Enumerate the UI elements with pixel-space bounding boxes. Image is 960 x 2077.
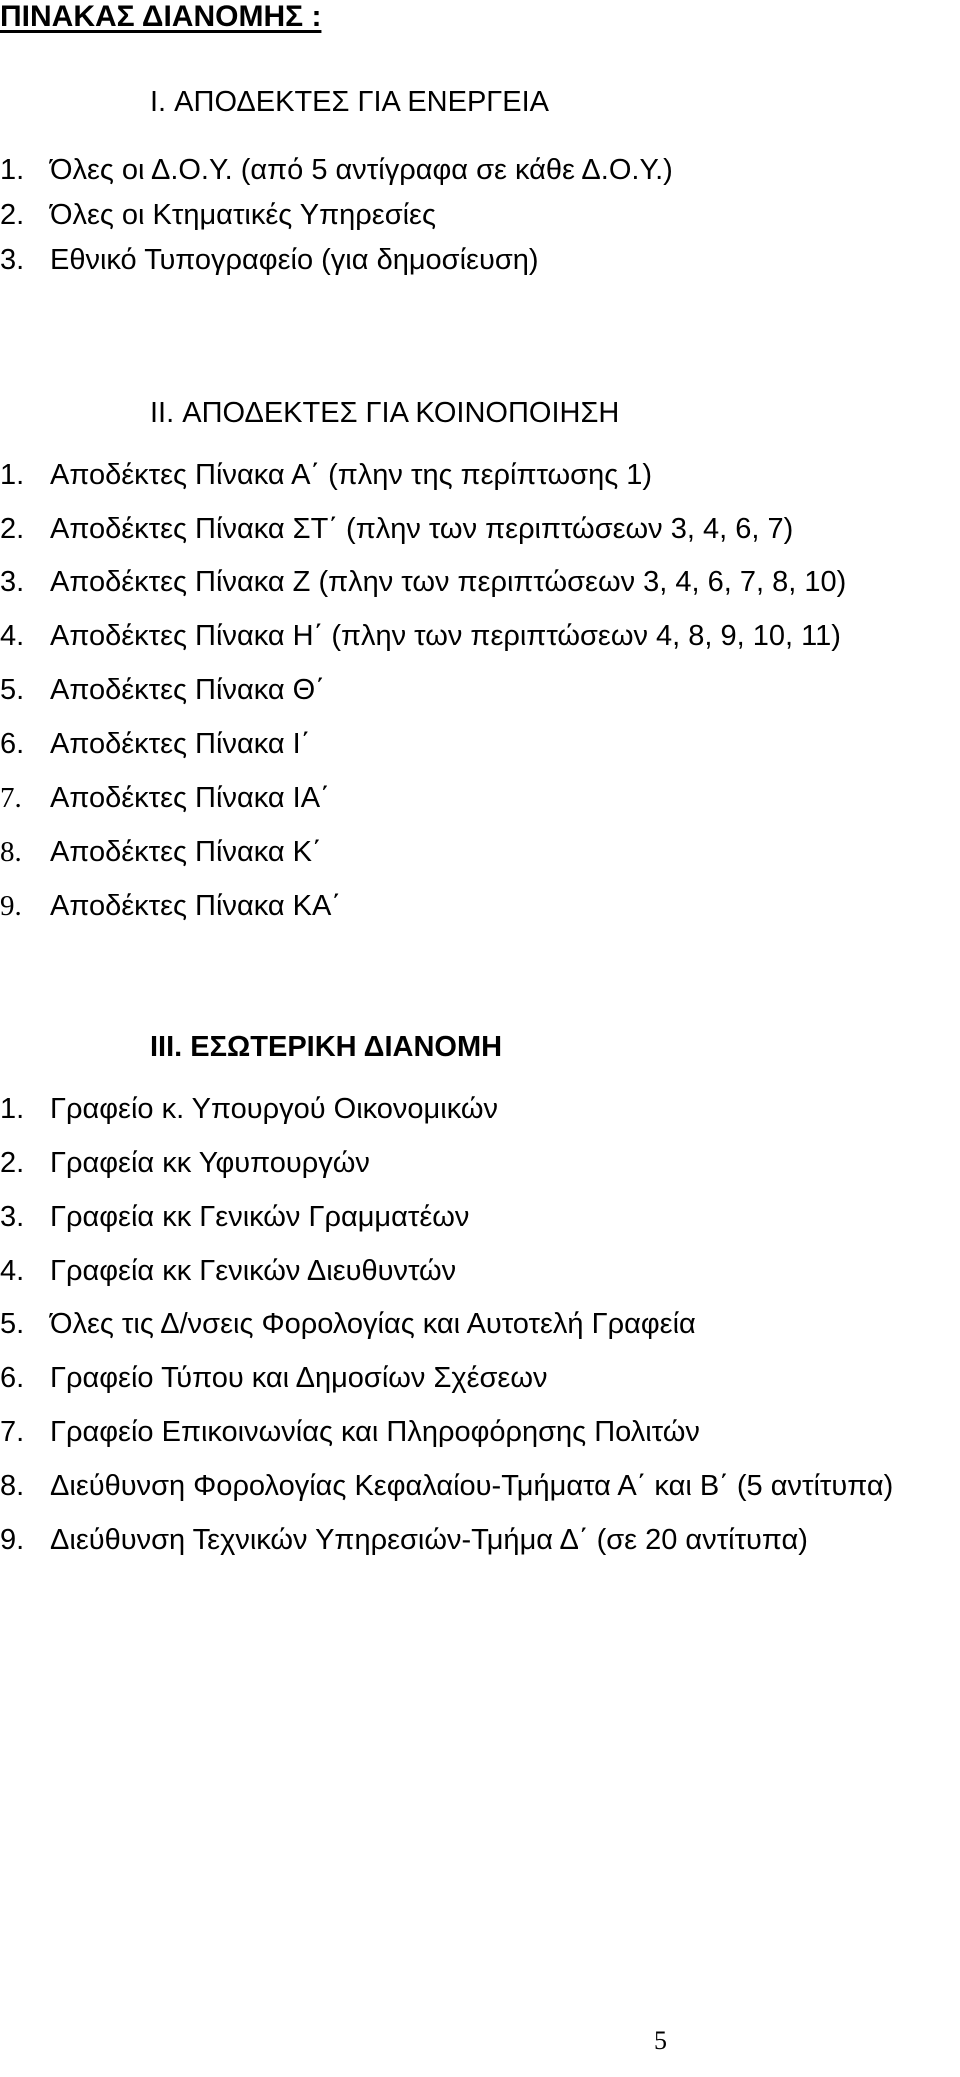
item-number: 5. [0, 1308, 25, 1340]
item-text: Γραφείο κ. Υπουργού Οικονομικών [50, 1093, 498, 1125]
list-item [0, 1144, 370, 1182]
item-text: Αποδέκτες Πίνακα Α΄ (πλην της περίπτωσης 1) [50, 459, 653, 491]
list-item [0, 617, 841, 655]
list-item [0, 1090, 498, 1128]
list-item [0, 1198, 469, 1236]
item-number: 1. [0, 459, 25, 491]
list-item [0, 779, 330, 817]
list-item [0, 510, 793, 548]
list-item [0, 563, 846, 601]
item-number: 9. [0, 890, 22, 922]
item-number: 2. [0, 199, 25, 231]
item-text: Εθνικό Τυπογραφείο (για δημοσίευση) [50, 244, 539, 276]
item-number: 3. [0, 244, 25, 276]
item-text: Αποδέκτες Πίνακα Η΄ (πλην των περιπτώσεων 4, 8, 9, 10, 11) [50, 620, 841, 652]
item-text: Όλες οι Δ.Ο.Υ. (από 5 αντίγραφα σε κάθε Δ.Ο.Υ.) [50, 154, 673, 186]
list-item [0, 151, 673, 189]
item-text: Γραφείο Επικοινωνίας και Πληροφόρησης Πολιτών [50, 1416, 700, 1448]
list-item [0, 887, 341, 925]
item-text: Αποδέκτες Πίνακα Ι΄ [50, 728, 311, 760]
item-number: 2. [0, 513, 25, 545]
list-item [0, 196, 436, 234]
item-number: 4. [0, 1255, 25, 1287]
page-title: ΠΙΝΑΚΑΣ ΔΙΑΝΟΜΗΣ : [0, 0, 322, 33]
item-number: 5. [0, 674, 25, 706]
section-heading-3: III. ΕΣΩΤΕΡΙΚΗ ΔΙΑΝΟΜΗ [150, 1031, 503, 1063]
list-item [0, 241, 539, 279]
list-item [0, 1252, 456, 1290]
list-item [0, 725, 310, 763]
item-text: Αποδέκτες Πίνακα Ζ (πλην των περιπτώσεων 3, 4, 6, 7, 8, 10) [50, 566, 847, 598]
item-text: Αποδέκτες Πίνακα Κ΄ [50, 836, 322, 868]
item-number: 8. [0, 836, 22, 868]
item-text: Αποδέκτες Πίνακα ΚΑ΄ [50, 890, 342, 922]
item-text: Όλες τις Δ/νσεις Φορολογίας και Αυτοτελή Γραφεία [50, 1308, 696, 1340]
list-item [0, 671, 325, 709]
item-text: Όλες οι Κτηματικές Υπηρεσίες [50, 199, 436, 231]
item-text: Αποδέκτες Πίνακα ΙΑ΄ [50, 782, 330, 814]
list-item [0, 1413, 700, 1451]
item-number: 7. [0, 1416, 25, 1448]
item-number: 4. [0, 620, 25, 652]
item-text: Γραφείο Τύπου και Δημοσίων Σχέσεων [50, 1362, 548, 1394]
item-number: 6. [0, 728, 25, 760]
item-text: Αποδέκτες Πίνακα Θ΄ [50, 674, 325, 706]
list-item [0, 833, 322, 871]
item-number: 2. [0, 1147, 25, 1179]
item-number: 1. [0, 154, 25, 186]
page-number: 5 [654, 2026, 667, 2055]
list-item [0, 1521, 808, 1559]
item-text: Αποδέκτες Πίνακα ΣΤ΄ (πλην των περιπτώσεων 3, 4, 6, 7) [50, 513, 794, 545]
item-text: Διεύθυνση Φορολογίας Κεφαλαίου-Τμήματα Α΄ και Β΄ (5 αντίτυπα) [50, 1470, 894, 1502]
section-heading-1: I. ΑΠΟΔΕΚΤΕΣ ΓΙΑ ΕΝΕΡΓΕΙΑ [150, 86, 550, 118]
item-text: Γραφεία κκ Γενικών Γραμματέων [50, 1201, 470, 1233]
item-number: 3. [0, 1201, 25, 1233]
section-heading-2: II. ΑΠΟΔΕΚΤΕΣ ΓΙΑ ΚΟΙΝΟΠΟΙΗΣΗ [150, 397, 620, 429]
item-number: 8. [0, 1470, 25, 1502]
list-item [0, 1359, 548, 1397]
item-number: 1. [0, 1093, 25, 1125]
item-text: Γραφεία κκ Υφυπουργών [50, 1147, 370, 1179]
list-item [0, 456, 652, 494]
item-number: 7. [0, 782, 22, 814]
list-item [0, 1305, 696, 1343]
item-number: 6. [0, 1362, 25, 1394]
item-number: 3. [0, 566, 25, 598]
item-text: Γραφεία κκ Γενικών Διευθυντών [50, 1255, 457, 1287]
item-number: 9. [0, 1524, 25, 1556]
list-item [0, 1467, 893, 1505]
item-text: Διεύθυνση Τεχνικών Υπηρεσιών-Τμήμα Δ΄ (σε 20 αντίτυπα) [50, 1524, 808, 1556]
